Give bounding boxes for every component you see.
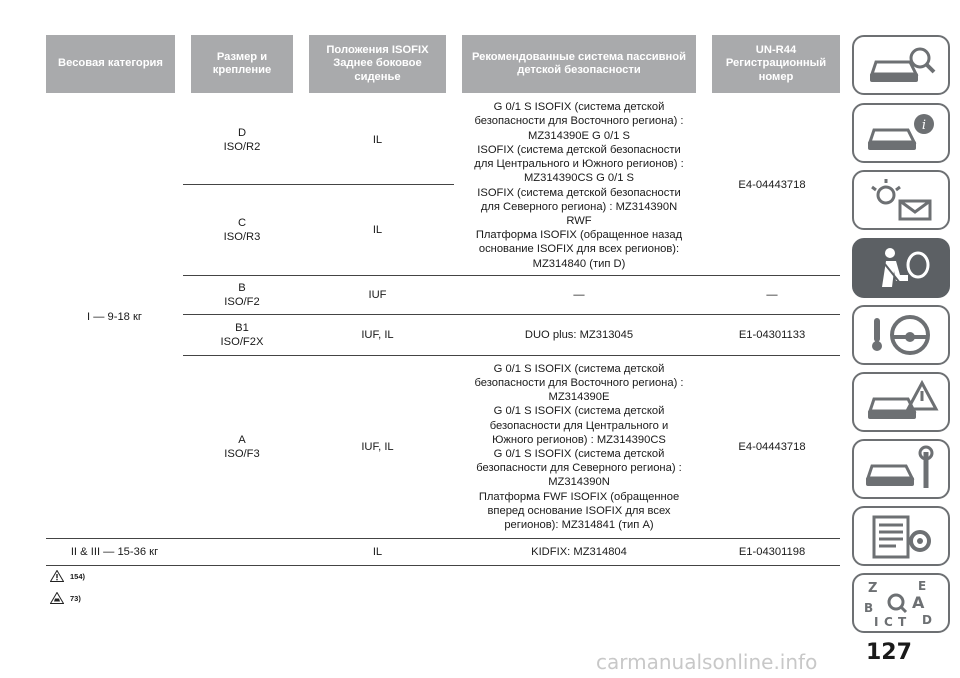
system-line: G 0/1 S ISOFIX (система детской	[493, 101, 665, 114]
page-number: 127	[866, 640, 912, 665]
svg-text:Z: Z	[868, 581, 878, 596]
size-class: A	[238, 433, 246, 446]
weight-group-cell: II & III — 15-36 кг	[46, 539, 183, 566]
system-line: Южного регионов) : MZ314390CS	[492, 433, 666, 446]
system-cell: —	[454, 276, 704, 315]
caution-ref: 73)	[70, 593, 81, 603]
system-line: MZ314390N	[548, 476, 610, 489]
header-weight-category: Весовая категория	[46, 35, 183, 95]
size-cell	[183, 356, 301, 539]
tab-emergency[interactable]	[852, 372, 950, 432]
emergency-icon	[860, 377, 942, 427]
system-line: MZ314390E	[548, 391, 610, 404]
tab-index[interactable]	[852, 573, 950, 633]
isofix-compatibility-table	[46, 35, 840, 566]
system-line: G 0/1 S ISOFIX (система детской	[493, 448, 665, 460]
size-class: D	[237, 126, 247, 139]
wrench-car-icon	[860, 444, 942, 494]
system-line: безопасности для Северного региона) :	[476, 462, 682, 475]
warning-light-icon	[860, 175, 942, 225]
watermark: carmanualsonline.info	[596, 650, 818, 674]
warning-triangle-icon	[50, 570, 64, 582]
tab-car-info-search[interactable]	[852, 35, 950, 95]
position-cell: IL	[301, 95, 454, 185]
size-cell	[183, 539, 301, 566]
svg-text:T: T	[898, 615, 907, 628]
system-cell	[454, 95, 704, 276]
registration-cell: E1-04301198	[704, 539, 840, 566]
size-code: ISO/R3	[223, 231, 261, 243]
tab-maintenance[interactable]	[852, 439, 950, 499]
position-cell: IUF	[301, 276, 454, 315]
steering-wheel-icon	[860, 310, 942, 360]
svg-text:D: D	[922, 613, 932, 627]
system-cell: KIDFIX: MZ314804	[454, 539, 704, 566]
system-line: для Северного региона) : MZ314390N	[480, 200, 678, 213]
system-line: RWF	[566, 214, 592, 227]
size-cell	[183, 315, 301, 356]
svg-text:B: B	[864, 601, 874, 615]
svg-text:I: I	[874, 615, 879, 628]
system-line: безопасности для Восточного региона) :	[474, 115, 684, 128]
caution-note	[50, 592, 81, 604]
position-cell: IUF, IL	[301, 315, 454, 356]
size-class: B1	[235, 321, 249, 334]
weight-group-cell: I — 9-18 кг	[46, 95, 183, 539]
car-search-icon	[860, 40, 942, 90]
registration-cell: E1-04301133	[704, 315, 840, 356]
registration-cell: —	[704, 276, 840, 315]
table-header-row	[46, 35, 840, 95]
size-code: ISO/F2X	[220, 336, 264, 348]
car-info-icon	[860, 108, 942, 158]
system-line: Платформа FWF ISOFIX (обращенное	[478, 490, 680, 503]
system-line: безопасности для Центрального и	[489, 419, 669, 432]
warning-note	[50, 570, 85, 582]
system-cell: DUO plus: MZ313045	[454, 315, 704, 356]
size-code: ISO/F2	[224, 296, 260, 308]
table-row	[46, 95, 840, 185]
size-cell	[183, 185, 301, 276]
tab-technical-data[interactable]	[852, 506, 950, 566]
size-class: B	[238, 281, 246, 294]
position-cell: IL	[301, 539, 454, 566]
system-line: для Центрального и Южного регионов) :	[474, 158, 684, 171]
system-cell	[454, 356, 704, 539]
document-data-icon	[860, 511, 942, 561]
svg-text:E: E	[918, 579, 927, 593]
header-recommended-system: Рекомендованные система пассивной детской безопасности	[454, 35, 704, 95]
alphabet-index-icon	[860, 578, 942, 628]
registration-cell: E4-04443718	[704, 356, 840, 539]
system-line: ISOFIX (система детской безопасности	[477, 143, 681, 156]
tab-steering-start[interactable]	[852, 305, 950, 365]
header-isofix-positions: Положения ISOFIX Заднее боковое сиденье	[301, 35, 454, 95]
tab-warning-lights[interactable]	[852, 170, 950, 230]
system-line: Платформа ISOFIX (обращенное назад	[475, 229, 683, 242]
size-class: C	[237, 216, 247, 229]
system-line: вперед основание ISOFIX для всех	[487, 504, 671, 517]
svg-text:A: A	[912, 593, 925, 612]
system-line: основание ISOFIX для всех регионов):	[478, 243, 680, 256]
warning-ref: 154)	[70, 571, 86, 581]
caution-hand-icon	[50, 592, 64, 604]
system-line: ISOFIX (система детской безопасности	[477, 186, 681, 199]
tab-car-info[interactable]	[852, 103, 950, 163]
system-line: MZ314390CS G 0/1 S	[523, 172, 635, 185]
position-cell: IL	[301, 185, 454, 276]
system-line: регионов): MZ314841 (тип А)	[504, 519, 654, 532]
position-cell: IUF, IL	[301, 356, 454, 539]
size-cell	[183, 276, 301, 315]
system-line: G 0/1 S ISOFIX (система детской	[493, 362, 665, 375]
size-code: ISO/R2	[223, 141, 261, 153]
system-line: MZ314840 (тип D)	[532, 257, 626, 270]
system-line: MZ314390E G 0/1 S	[528, 129, 630, 142]
svg-text:C: C	[884, 615, 893, 628]
tab-seat-belt-safety[interactable]	[852, 238, 950, 298]
size-code: ISO/F3	[224, 448, 260, 460]
size-cell	[183, 95, 301, 185]
airbag-seatbelt-icon	[860, 243, 942, 293]
table-row	[46, 539, 840, 566]
registration-cell: E4-04443718	[704, 95, 840, 276]
header-size-fixture: Размер и крепление	[183, 35, 301, 95]
isofix-table-wrapper	[46, 35, 840, 566]
svg-text:i: i	[921, 118, 927, 133]
system-line: безопасности для Восточного региона) :	[474, 376, 684, 389]
system-line: G 0/1 S ISOFIX (система детской	[493, 405, 665, 418]
header-registration-number: UN-R44 Регистрационный номер	[704, 35, 840, 95]
